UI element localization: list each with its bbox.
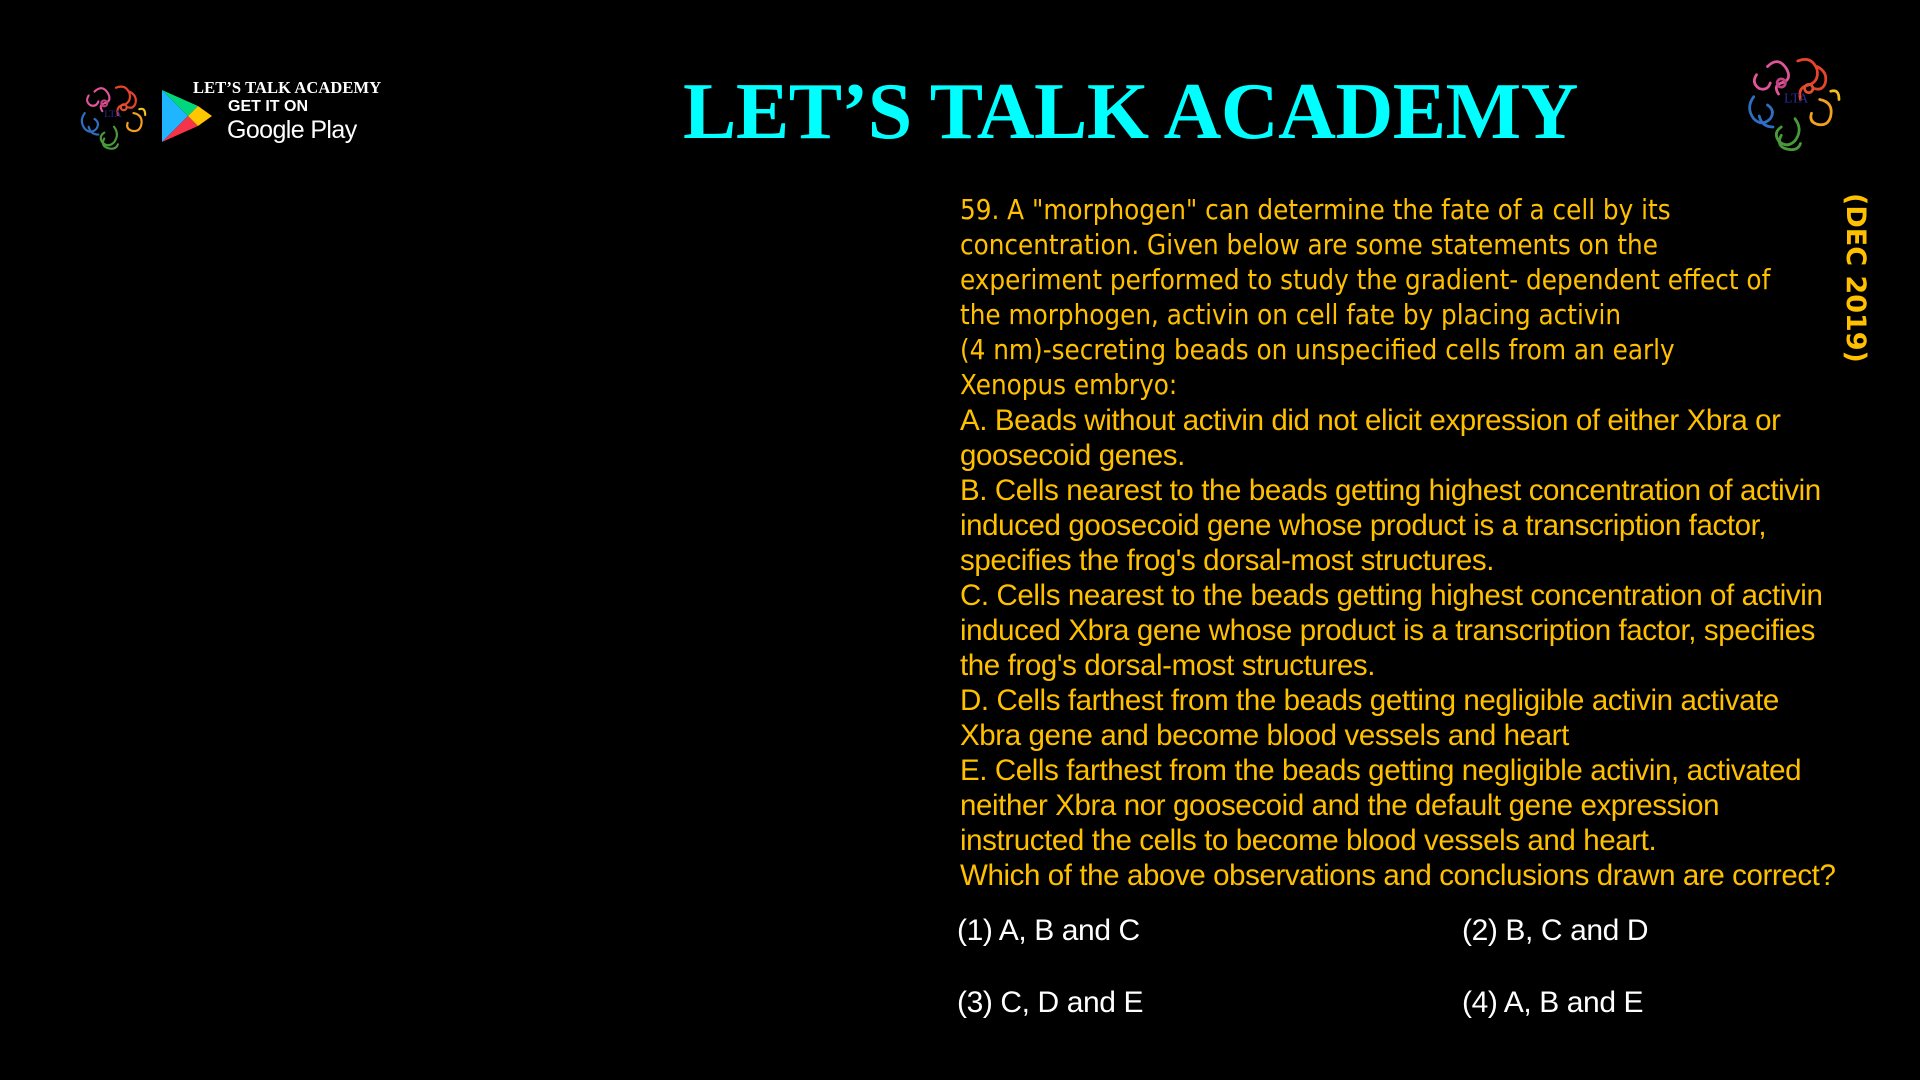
statement-d-line: Xbra gene and become blood vessels and heart	[960, 719, 1569, 752]
page-title: LET’S TALK ACADEMY	[683, 68, 1578, 156]
statement-d-line: D. Cells farthest from the beads getting negligible activin activate	[960, 684, 1779, 717]
question-prompt-line: Which of the above observations and conclusions drawn are correct?	[960, 859, 1836, 892]
statement-e-line: E. Cells farthest from the beads getting negligible activin, activated	[960, 754, 1802, 787]
option-3[interactable]: (3) C, D and E	[957, 986, 1144, 1019]
statement-e-line: instructed the cells to become blood vessels and heart.	[960, 824, 1657, 857]
question-block	[960, 193, 1875, 893]
statement-e-line: neither Xbra nor goosecoid and the default gene expression	[960, 789, 1720, 822]
svg-text:LTA: LTA	[104, 109, 122, 120]
question-stem-line: the morphogen, activin on cell fate by placing activin	[960, 299, 1622, 331]
lta-molecule-logo-icon	[1740, 50, 1850, 160]
question-stem-line: (4 nm)-secreting beads on unspecified cells from an early	[960, 334, 1675, 366]
option-4[interactable]: (4) A, B and E	[1462, 986, 1644, 1019]
statement-b-line: specifies the frog's dorsal-most structures.	[960, 544, 1494, 577]
statement-b-line: B. Cells nearest to the beads getting highest concentration of activin	[960, 474, 1821, 507]
statement-a-line: A. Beads without activin did not elicit expression of either Xbra or	[960, 404, 1781, 437]
statement-c-line: the frog's dorsal-most structures.	[960, 649, 1376, 682]
statement-a-line: goosecoid genes.	[960, 439, 1185, 472]
svg-text:LTA: LTA	[1784, 90, 1809, 106]
badge-get-it-on-text: GET IT ON	[228, 98, 308, 115]
option-2[interactable]: (2) B, C and D	[1462, 914, 1649, 947]
badge-google-play-text: Google Play	[227, 116, 357, 144]
statement-c-line: C. Cells nearest to the beads getting highest concentration of activin	[960, 579, 1823, 612]
badge-brand-text: LET’S TALK ACADEMY	[193, 78, 382, 97]
statement-b-line: induced goosecoid gene whose product is a transcription factor,	[960, 509, 1767, 542]
question-stem-line: 59. A "morphogen" can determine the fate of a cell by its	[960, 194, 1671, 226]
question-stem-line: Xenopus embryo:	[960, 369, 1178, 401]
lta-molecule-logo-icon	[75, 78, 153, 156]
question-stem-line: experiment performed to study the gradient- dependent effect of	[960, 264, 1771, 296]
exam-year-text: (DEC 2019)	[1840, 193, 1871, 363]
question-stem-line: concentration. Given below are some statements on the	[960, 229, 1658, 261]
google-play-badge[interactable]	[75, 76, 405, 158]
option-1[interactable]: (1) A, B and C	[957, 914, 1140, 947]
statement-c-line: induced Xbra gene whose product is a transcription factor, specifies	[960, 614, 1816, 647]
